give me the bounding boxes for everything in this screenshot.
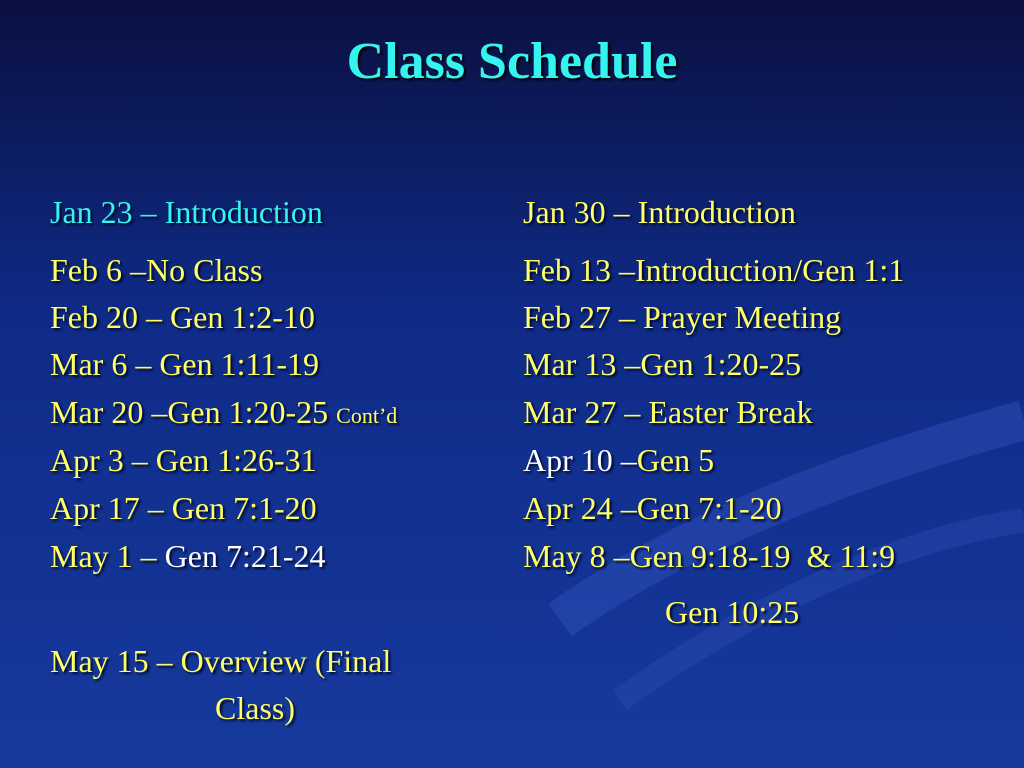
right-item-1: Feb 13 –Introduction/Gen 1:1 bbox=[523, 252, 905, 288]
right-item-6: Apr 24 –Gen 7:1-20 bbox=[523, 490, 782, 526]
left-item-4-note: Cont’d bbox=[336, 403, 398, 428]
left-item-6: Apr 17 – Gen 7:1-20 bbox=[50, 490, 317, 526]
right-item-5-date: Apr 10 – bbox=[523, 442, 637, 478]
left-item-1: Feb 6 –No Class bbox=[50, 252, 263, 288]
right-item-8: Gen 10:25 bbox=[665, 594, 800, 630]
left-item-7 bbox=[50, 540, 326, 572]
left-item-5: Apr 3 – Gen 1:26-31 bbox=[50, 442, 317, 478]
left-header: Jan 23 – Introduction bbox=[50, 194, 323, 230]
left-item-4 bbox=[50, 396, 397, 428]
page-title: Class Schedule bbox=[346, 33, 678, 90]
left-item-7-topic: Gen 7:21-24 bbox=[164, 538, 326, 574]
right-item-5-topic: Gen 5 bbox=[636, 442, 715, 478]
left-final-1: May 15 – Overview (Final bbox=[50, 643, 392, 679]
left-item-3: Mar 6 – Gen 1:11-19 bbox=[50, 346, 319, 382]
left-item-2: Feb 20 – Gen 1:2-10 bbox=[50, 299, 315, 335]
right-item-3: Mar 13 –Gen 1:20-25 bbox=[523, 346, 802, 382]
left-item-7-date: May 1 – bbox=[50, 538, 157, 574]
right-header: Jan 30 – Introduction bbox=[523, 194, 796, 230]
right-item-5 bbox=[523, 444, 714, 476]
left-final-2: Class) bbox=[215, 690, 295, 726]
left-item-4-main: Mar 20 –Gen 1:20-25 bbox=[50, 394, 329, 430]
right-item-4: Mar 27 – Easter Break bbox=[523, 394, 813, 430]
right-item-2: Feb 27 – Prayer Meeting bbox=[523, 299, 842, 335]
right-item-7: May 8 –Gen 9:18-19 & 11:9 bbox=[523, 538, 896, 574]
